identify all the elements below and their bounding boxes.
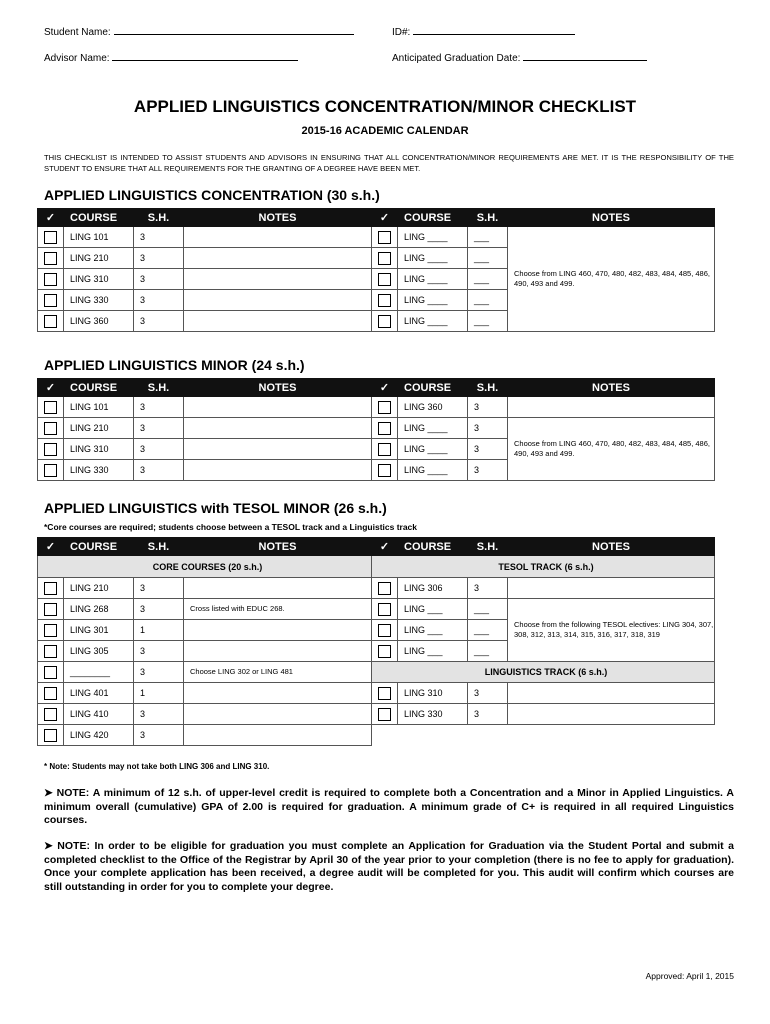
- sh-cell: 3: [468, 683, 508, 704]
- minor-heading: APPLIED LINGUISTICS MINOR (24 s.h.): [44, 357, 305, 373]
- checkbox[interactable]: [378, 231, 391, 244]
- notes-cell[interactable]: [184, 620, 372, 641]
- course-cell: LING 330: [64, 290, 134, 311]
- checkbox[interactable]: [378, 687, 391, 700]
- concentration-heading: APPLIED LINGUISTICS CONCENTRATION (30 s.h.): [44, 187, 380, 203]
- checkbox[interactable]: [378, 401, 391, 414]
- notes-header: NOTES: [508, 538, 715, 556]
- notes-header: NOTES: [508, 209, 715, 227]
- course-header: COURSE: [398, 538, 468, 556]
- course-cell: LING ___: [398, 620, 468, 641]
- notes-cell[interactable]: [184, 227, 372, 248]
- sh-cell: 3: [468, 439, 508, 460]
- notes-cell[interactable]: [508, 704, 715, 725]
- core-courses-label: CORE COURSES (20 s.h.): [38, 556, 372, 578]
- notes-cell[interactable]: [184, 311, 372, 332]
- course-cell: LING 360: [64, 311, 134, 332]
- advisor-name-line[interactable]: [112, 51, 298, 61]
- course-cell: LING ____: [398, 439, 468, 460]
- sh-cell: 3: [134, 704, 184, 725]
- course-cell: LING 310: [398, 683, 468, 704]
- notes-header: NOTES: [184, 379, 372, 397]
- core-note: *Core courses are required; students choose between a TESOL track and a Linguistics track: [44, 522, 418, 532]
- note-graduation-text: NOTE: In order to be eligible for graduation you must complete an Application for Graduation via the Student Portal and submit a completed checklist to the Office of the Registrar by April 30 of the year prior to your completion (there is no fee to apply for graduation). Once your complete application has been received, a degree audit will be completed for you. This audit will confirm which courses are still outstanding in order for you to complete your degree.: [44, 840, 734, 893]
- course-cell: LING 360: [398, 397, 468, 418]
- sh-cell: 3: [134, 311, 184, 332]
- footnote: * Note: Students may not take both LING 306 and LING 310.: [44, 762, 270, 771]
- table-row: [38, 704, 715, 725]
- course-cell: LING 310: [64, 439, 134, 460]
- check-header: ✓: [372, 379, 398, 397]
- sh-cell: 3: [468, 704, 508, 725]
- table-row: [38, 662, 715, 683]
- course-cell: LING ____: [398, 227, 468, 248]
- course-header: COURSE: [64, 379, 134, 397]
- elective-note: Choose from LING 460, 470, 480, 482, 483, 484, 485, 486, 490, 493 and 499.: [508, 227, 715, 332]
- sh-cell: ___: [468, 290, 508, 311]
- notes-cell[interactable]: [508, 397, 715, 418]
- checkbox[interactable]: [44, 666, 57, 679]
- notes-cell[interactable]: [184, 269, 372, 290]
- checkbox[interactable]: [378, 252, 391, 265]
- course-cell: LING 101: [64, 397, 134, 418]
- sh-cell: 3: [134, 641, 184, 662]
- course-header: COURSE: [64, 209, 134, 227]
- notes-cell[interactable]: [184, 725, 372, 746]
- sh-cell: 3: [134, 418, 184, 439]
- course-header: COURSE: [398, 379, 468, 397]
- sh-cell: 3: [468, 418, 508, 439]
- course-cell: LING 210: [64, 578, 134, 599]
- notes-cell[interactable]: [508, 683, 715, 704]
- notes-cell[interactable]: [184, 439, 372, 460]
- page-title: APPLIED LINGUISTICS CONCENTRATION/MINOR CHECKLIST: [133, 97, 637, 116]
- checkbox[interactable]: [378, 273, 391, 286]
- sh-cell: 3: [134, 269, 184, 290]
- checkbox[interactable]: [378, 624, 391, 637]
- course-cell: ________: [64, 662, 134, 683]
- checkbox[interactable]: [44, 708, 57, 721]
- sh-cell: ___: [468, 269, 508, 290]
- checkbox[interactable]: [378, 708, 391, 721]
- arrow-bullet-icon: ➤: [44, 840, 58, 852]
- course-cell: LING 420: [64, 725, 134, 746]
- notes-cell[interactable]: [184, 460, 372, 481]
- elective-note: Choose from LING 460, 470, 480, 482, 483, 484, 485, 486, 490, 493 and 499.: [508, 418, 715, 481]
- approved-date: Approved: April 1, 2015: [645, 971, 734, 981]
- sh-cell: 3: [134, 662, 184, 683]
- course-cell: LING 310: [64, 269, 134, 290]
- sh-header: S.H.: [134, 379, 184, 397]
- sh-cell: 3: [134, 227, 184, 248]
- sh-header: S.H.: [468, 209, 508, 227]
- graduation-date-field[interactable]: [392, 51, 647, 64]
- checkbox[interactable]: [44, 401, 57, 414]
- course-cell: LING 330: [64, 460, 134, 481]
- sh-cell: 3: [134, 460, 184, 481]
- sh-cell: 3: [468, 397, 508, 418]
- course-cell: LING ____: [398, 418, 468, 439]
- sh-cell: 1: [134, 620, 184, 641]
- checkbox[interactable]: [44, 231, 57, 244]
- course-cell: LING ____: [398, 311, 468, 332]
- checkbox[interactable]: [378, 645, 391, 658]
- checkbox[interactable]: [44, 443, 57, 456]
- course-cell: LING ___: [398, 641, 468, 662]
- sh-header: S.H.: [468, 538, 508, 556]
- course-cell: LING 410: [64, 704, 134, 725]
- sh-cell: ___: [468, 599, 508, 620]
- tesol-track-label: TESOL TRACK (6 s.h.): [372, 556, 715, 578]
- id-line[interactable]: [413, 25, 575, 35]
- sh-cell: 3: [468, 578, 508, 599]
- notes-header: NOTES: [184, 209, 372, 227]
- tesol-heading: APPLIED LINGUISTICS with TESOL MINOR (26 s.h.): [44, 500, 387, 516]
- sh-header: S.H.: [134, 538, 184, 556]
- course-cell: LING ____: [398, 290, 468, 311]
- check-header: ✓: [38, 538, 64, 556]
- checkbox[interactable]: [378, 464, 391, 477]
- id-field[interactable]: [392, 25, 575, 38]
- checkbox[interactable]: [378, 315, 391, 328]
- sh-header: S.H.: [134, 209, 184, 227]
- course-cell: LING 210: [64, 248, 134, 269]
- course-cell: LING ____: [398, 460, 468, 481]
- checkbox[interactable]: [44, 603, 57, 616]
- course-cell: LING ____: [398, 269, 468, 290]
- notes-cell[interactable]: [184, 397, 372, 418]
- course-cell: LING 210: [64, 418, 134, 439]
- checkbox[interactable]: [44, 464, 57, 477]
- check-header: ✓: [372, 538, 398, 556]
- table-row: [38, 578, 715, 599]
- course-cell: LING 330: [398, 704, 468, 725]
- notes-cell[interactable]: [184, 290, 372, 311]
- checkbox[interactable]: [378, 582, 391, 595]
- notes-cell[interactable]: [184, 418, 372, 439]
- notes-cell[interactable]: Choose LING 302 or LING 481: [184, 662, 372, 683]
- sh-header: S.H.: [468, 379, 508, 397]
- checkbox[interactable]: [44, 687, 57, 700]
- notes-header: NOTES: [508, 379, 715, 397]
- course-cell: LING 306: [398, 578, 468, 599]
- check-header: ✓: [38, 379, 64, 397]
- sh-cell: 3: [468, 460, 508, 481]
- sh-cell: 3: [134, 290, 184, 311]
- checkbox[interactable]: [44, 645, 57, 658]
- table-row: [38, 599, 715, 620]
- course-cell: LING 401: [64, 683, 134, 704]
- student-name-label: Student Name:: [44, 27, 111, 38]
- intro-text: THIS CHECKLIST IS INTENDED TO ASSIST STUDENTS AND ADVISORS IN ENSURING THAT ALL CONCENTRATION/MINOR REQUIREMENTS ARE MET. IT IS THE RESPONSIBILITY OF THE STUDENT TO ENSURE THAT ALL REQUIREMENTS FOR THE GRANTING OF A DEGREE HAVE BEEN MET.: [44, 153, 734, 173]
- linguistics-track-label: LINGUISTICS TRACK (6 s.h.): [372, 662, 715, 683]
- notes-cell[interactable]: [184, 641, 372, 662]
- sh-cell: 3: [134, 439, 184, 460]
- sh-cell: ___: [468, 641, 508, 662]
- table-row: [38, 397, 715, 418]
- course-cell: LING 305: [64, 641, 134, 662]
- checkbox[interactable]: [378, 294, 391, 307]
- sh-cell: ___: [468, 620, 508, 641]
- checkbox[interactable]: [378, 603, 391, 616]
- graduation-date-label: Anticipated Graduation Date:: [392, 53, 521, 64]
- course-cell: LING ____: [398, 248, 468, 269]
- sh-cell: 3: [134, 578, 184, 599]
- checkbox[interactable]: [378, 422, 391, 435]
- checkbox[interactable]: [44, 294, 57, 307]
- sh-cell: 1: [134, 683, 184, 704]
- table-row: [38, 227, 715, 248]
- course-header: COURSE: [398, 209, 468, 227]
- course-cell: LING ___: [398, 599, 468, 620]
- graduation-date-line[interactable]: [523, 51, 647, 61]
- id-label: ID#:: [392, 27, 411, 38]
- checkbox[interactable]: [44, 729, 57, 742]
- sh-cell: 3: [134, 248, 184, 269]
- notes-cell[interactable]: Cross listed with EDUC 268.: [184, 599, 372, 620]
- notes-cell[interactable]: [184, 704, 372, 725]
- checkbox[interactable]: [44, 252, 57, 265]
- notes-cell[interactable]: [508, 578, 715, 599]
- checkbox[interactable]: [44, 273, 57, 286]
- notes-cell[interactable]: [184, 578, 372, 599]
- minor-table: [37, 378, 715, 481]
- concentration-table: [37, 208, 715, 332]
- advisor-name-label: Advisor Name:: [44, 53, 110, 64]
- checkbox[interactable]: [44, 582, 57, 595]
- student-name-field[interactable]: [44, 25, 354, 38]
- notes-cell[interactable]: [184, 248, 372, 269]
- sh-cell: 3: [134, 725, 184, 746]
- course-cell: LING 101: [64, 227, 134, 248]
- tesol-table: [37, 537, 715, 746]
- advisor-name-field[interactable]: [44, 51, 298, 64]
- note-graduation-application: [44, 840, 734, 894]
- check-header: ✓: [372, 209, 398, 227]
- course-cell: LING 268: [64, 599, 134, 620]
- checkbox[interactable]: [44, 315, 57, 328]
- sh-cell: ___: [468, 248, 508, 269]
- page-subtitle: 2015-16 ACADEMIC CALENDAR: [301, 125, 469, 137]
- table-row: [38, 725, 715, 746]
- course-header: COURSE: [64, 538, 134, 556]
- student-name-line[interactable]: [114, 25, 354, 35]
- sh-cell: ___: [468, 227, 508, 248]
- table-row: [38, 683, 715, 704]
- note-credit-text: NOTE: A minimum of 12 s.h. of upper-level credit is required to complete both a Concentration and a Minor in Applied Linguistics. A minimum overall (cumulative) GPA of 2.00 is required for graduation. A minimum grade of C+ is required in all required Linguistics courses.: [44, 787, 734, 826]
- table-row: [38, 418, 715, 439]
- sh-cell: ___: [468, 311, 508, 332]
- checkbox[interactable]: [378, 443, 391, 456]
- notes-cell[interactable]: [184, 683, 372, 704]
- checkbox[interactable]: [44, 624, 57, 637]
- checkbox[interactable]: [44, 422, 57, 435]
- sh-cell: 3: [134, 599, 184, 620]
- arrow-bullet-icon: ➤: [44, 787, 57, 799]
- check-header: ✓: [38, 209, 64, 227]
- course-cell: LING 301: [64, 620, 134, 641]
- tesol-elective-note: Choose from the following TESOL electives: LING 304, 307, 308, 312, 313, 314, 315, 316, 317, 318, 319: [508, 599, 715, 662]
- note-credit-requirements: [44, 787, 734, 828]
- notes-header: NOTES: [184, 538, 372, 556]
- sh-cell: 3: [134, 397, 184, 418]
